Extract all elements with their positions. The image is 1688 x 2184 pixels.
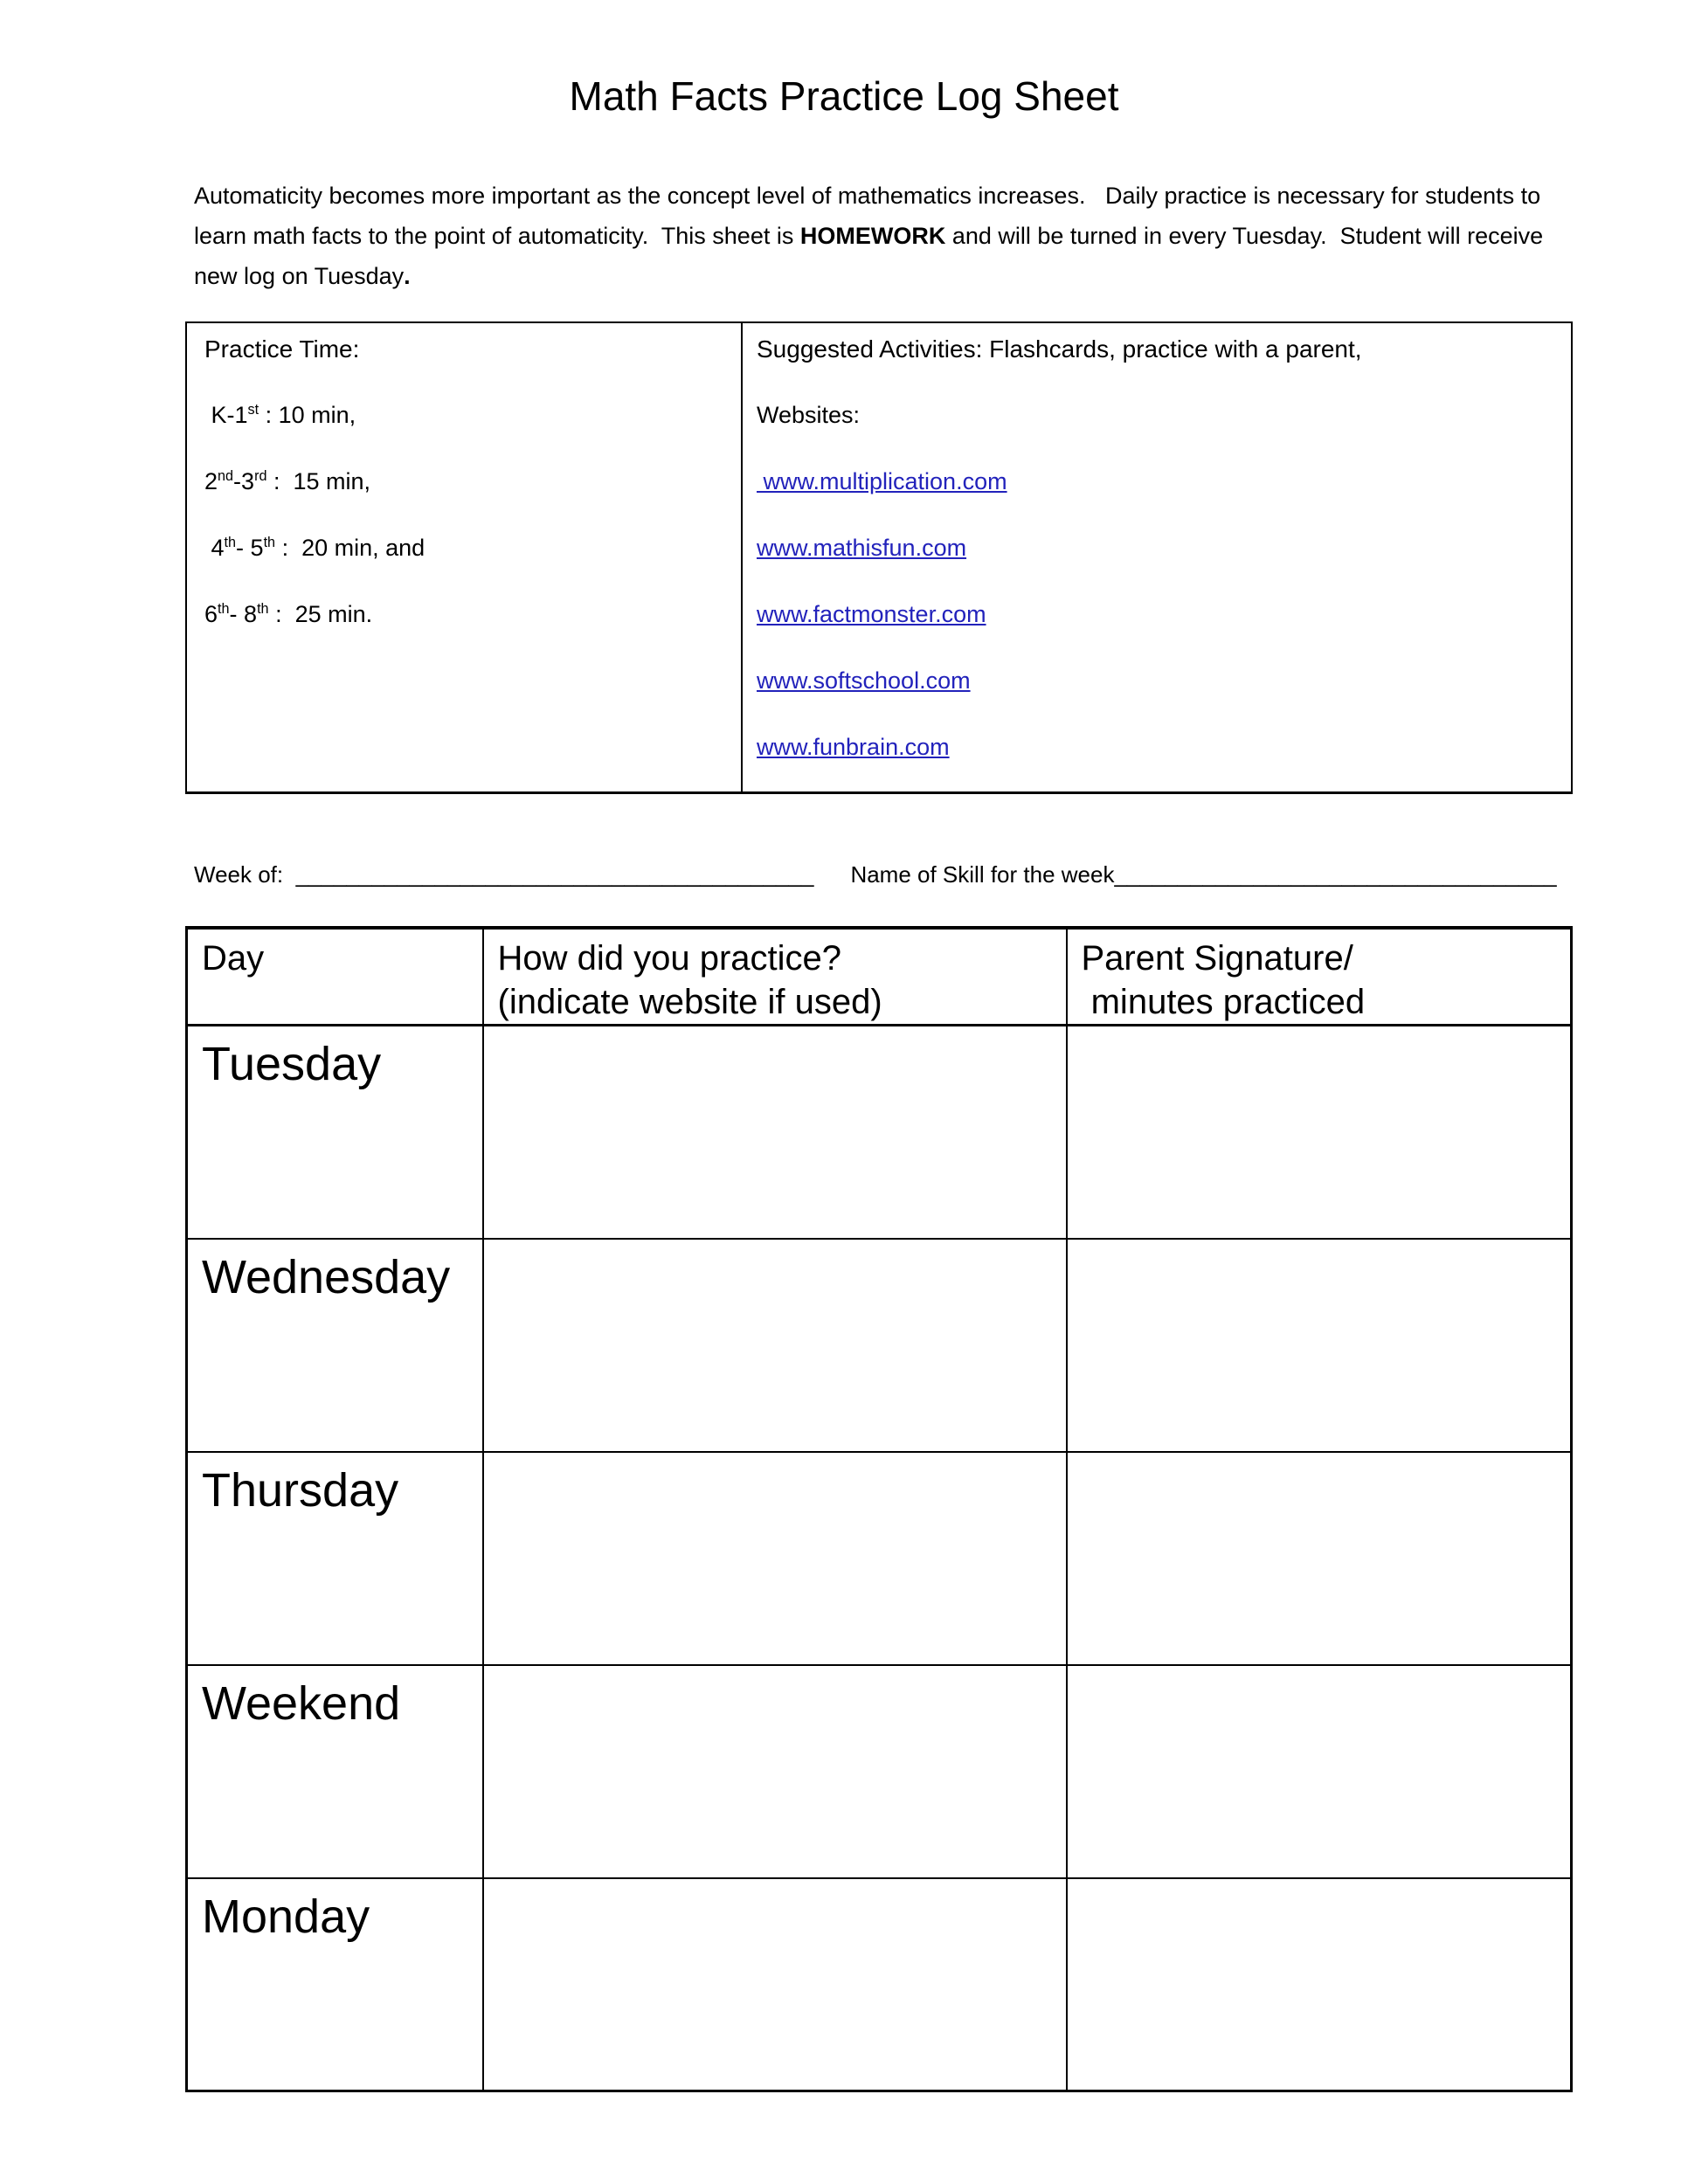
signature-cell-weekend xyxy=(1067,1665,1572,1878)
skill-blank: ___________________________________ xyxy=(1114,861,1557,888)
ordinal-superscript: th xyxy=(218,601,230,617)
signature-cell-monday xyxy=(1067,1878,1572,2091)
ordinal-superscript: th xyxy=(263,535,276,550)
header-practice xyxy=(483,928,1067,1026)
practice-time-lines xyxy=(204,402,732,667)
ordinal-superscript: nd xyxy=(218,468,234,484)
day-label-thursday: Thursday xyxy=(187,1452,483,1665)
ordinal-superscript: th xyxy=(224,535,237,550)
ordinal-superscript: th xyxy=(257,601,269,617)
week-of-label: Week of: xyxy=(194,861,296,888)
skill-group xyxy=(850,861,1556,888)
intro-paragraph xyxy=(194,176,1573,296)
website-link-row xyxy=(757,734,1562,800)
log-table-row-weekend xyxy=(187,1665,1572,1878)
intro-text-1: Automaticity becomes more important as the concept level of mathematics increases. Daily practice is necessary for students to learn math facts to the point of automaticity. This sheet is xyxy=(194,183,1547,249)
practice-cell-wednesday xyxy=(483,1239,1067,1452)
day-label-tuesday: Tuesday xyxy=(187,1026,483,1239)
practice-time-line xyxy=(204,468,732,535)
practice-time-text: K-1 xyxy=(204,402,248,428)
practice-time-heading: Practice Time: xyxy=(204,335,360,363)
practice-time-text: -3 xyxy=(233,468,255,494)
header-practice-line1: How did you practice? xyxy=(497,939,842,978)
practice-time-line xyxy=(204,601,732,667)
website-link-row xyxy=(757,535,1562,601)
practice-time-text: : 20 min, and xyxy=(275,535,425,561)
info-box xyxy=(185,321,1573,794)
practice-time-text: : 10 min, xyxy=(259,402,356,428)
practice-time-text: 4 xyxy=(204,535,225,561)
suggested-activities-heading: Suggested Activities: Flashcards, practice with a parent, xyxy=(757,335,1362,363)
day-label-weekend: Weekend xyxy=(187,1665,483,1878)
header-signature-line1: Parent Signature/ xyxy=(1081,939,1353,978)
practice-cell-weekend xyxy=(483,1665,1067,1878)
website-link[interactable]: www.softschool.com xyxy=(757,667,971,694)
website-link[interactable]: www.mathisfun.com xyxy=(757,535,967,561)
practice-cell-monday xyxy=(483,1878,1067,2091)
practice-cell-tuesday xyxy=(483,1026,1067,1239)
day-label-wednesday: Wednesday xyxy=(187,1239,483,1452)
signature-cell-thursday xyxy=(1067,1452,1572,1665)
intro-homework-bold: HOMEWORK xyxy=(799,223,946,249)
website-link[interactable]: www.funbrain.com xyxy=(757,734,950,760)
website-link-row xyxy=(757,468,1562,535)
practice-time-line xyxy=(204,402,732,468)
week-line xyxy=(194,861,1557,888)
skill-label: Name of Skill for the week xyxy=(850,861,1115,888)
practice-time-line xyxy=(204,535,732,601)
website-links xyxy=(757,468,1562,800)
suggested-activities-cell xyxy=(743,323,1571,791)
practice-time-cell xyxy=(187,323,743,791)
practice-cell-thursday xyxy=(483,1452,1067,1665)
signature-cell-wednesday xyxy=(1067,1239,1572,1452)
ordinal-superscript: st xyxy=(247,402,259,418)
log-table xyxy=(185,926,1573,2092)
practice-time-text: - 8 xyxy=(229,601,258,627)
practice-time-text: 2 xyxy=(204,468,218,494)
website-link[interactable]: www.factmonster.com xyxy=(757,601,986,627)
website-link-row xyxy=(757,667,1562,734)
intro-final-period: . xyxy=(404,263,411,289)
ordinal-superscript: rd xyxy=(254,468,267,484)
week-of-blank: _________________________________________ xyxy=(295,861,814,888)
log-table-row-tuesday xyxy=(187,1026,1572,1239)
header-practice-line2: (indicate website if used) xyxy=(497,983,882,1021)
practice-time-text: 6 xyxy=(204,601,218,627)
log-table-row-monday xyxy=(187,1878,1572,2091)
website-link-row xyxy=(757,601,1562,667)
website-link[interactable]: www.multiplication.com xyxy=(757,468,1007,494)
log-table-row-thursday xyxy=(187,1452,1572,1665)
log-table-row-wednesday xyxy=(187,1239,1572,1452)
day-label-monday: Monday xyxy=(187,1878,483,2091)
practice-time-text: : 15 min, xyxy=(266,468,371,494)
practice-time-text: - 5 xyxy=(236,535,264,561)
header-signature xyxy=(1067,928,1572,1026)
signature-cell-tuesday xyxy=(1067,1026,1572,1239)
header-day xyxy=(187,928,483,1026)
page-title: Math Facts Practice Log Sheet xyxy=(569,73,1119,119)
header-signature-line2: minutes practiced xyxy=(1081,983,1366,1021)
log-table-header-row xyxy=(187,928,1572,1026)
intro-text-2: and will be turned in every Tuesday. Student will receive new log on Tuesday xyxy=(194,223,1550,289)
websites-label: Websites: xyxy=(757,402,861,428)
header-day-label: Day xyxy=(202,939,265,978)
practice-time-text: : 25 min. xyxy=(268,601,373,627)
